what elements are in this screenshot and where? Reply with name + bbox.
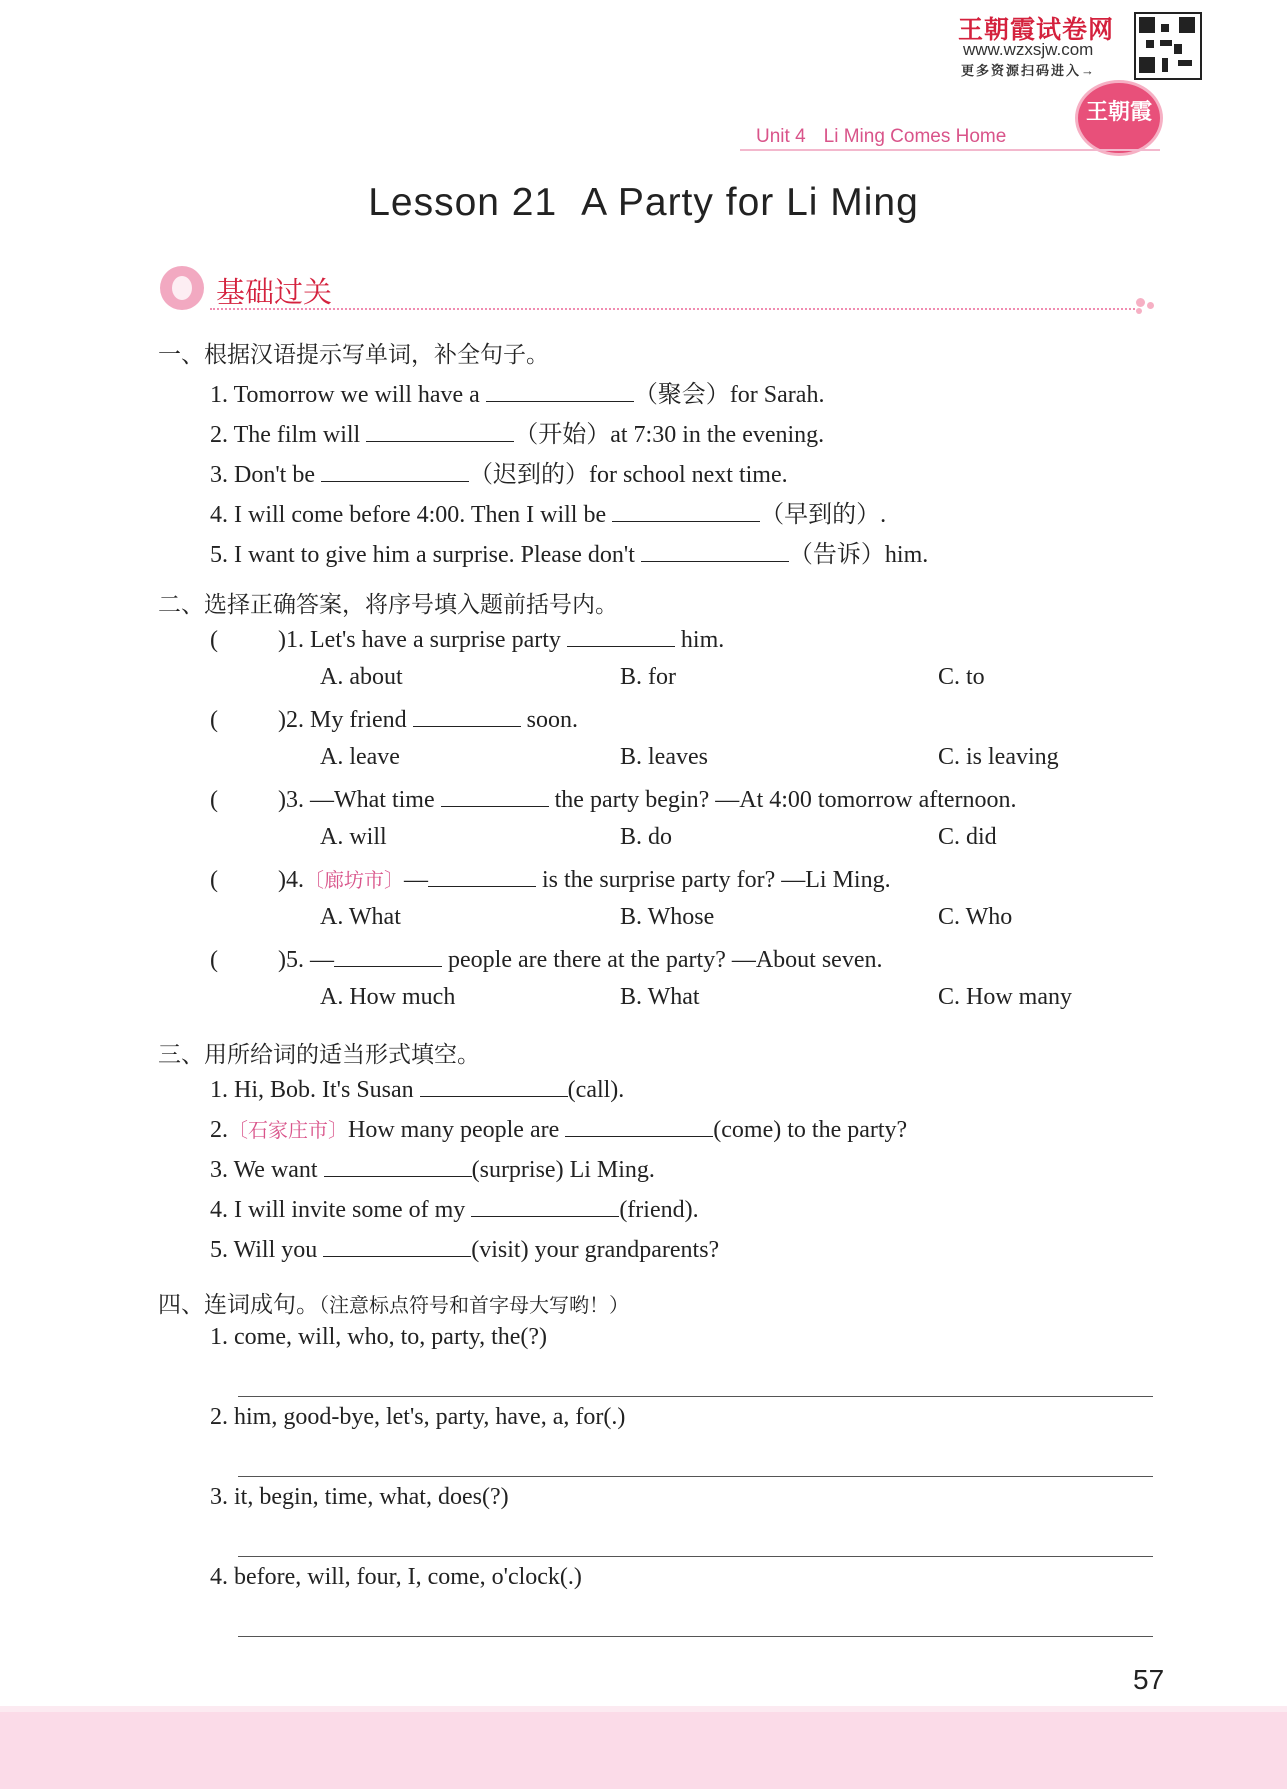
part4-item: 3. it, begin, time, what, does(?) xyxy=(210,1484,509,1510)
part3-item: 1. Hi, Bob. It's Susan (call). xyxy=(210,1074,624,1104)
part2-question: ( )3. —What time the party begin? —At 4:00 tomorrow afternoon. xyxy=(210,784,1017,814)
part1-item: 3. Don't be （迟到的）for school next time. xyxy=(210,460,788,488)
lesson-number: Lesson 21 xyxy=(368,181,558,224)
decor-dot-icon xyxy=(1136,298,1145,307)
part2-question: ( )2. My friend soon. xyxy=(210,704,578,734)
answer-blank[interactable] xyxy=(413,704,521,727)
brand-more-resources: 更多资源扫码进入→ xyxy=(961,63,1097,78)
unit-title: Li Ming Comes Home xyxy=(823,126,1007,147)
answer-blank[interactable] xyxy=(428,864,536,887)
part2-question: ( )1. Let's have a surprise party him. xyxy=(210,624,724,654)
option[interactable]: B. do xyxy=(620,824,673,850)
option[interactable]: A. What xyxy=(320,904,401,930)
part4-note: （注意标点符号和首字母大写哟！） xyxy=(319,1293,629,1317)
answer-blank[interactable] xyxy=(420,1074,568,1097)
qr-code-icon[interactable] xyxy=(1134,12,1202,80)
part4-title: 四、连词成句。（注意标点符号和首字母大写哟！） xyxy=(158,1292,629,1318)
part1-item: 4. I will come before 4:00. Then I will be （早到的）. xyxy=(210,500,887,528)
lesson-name: A Party for Li Ming xyxy=(581,181,919,224)
answer-line[interactable] xyxy=(238,1476,1153,1477)
answer-blank[interactable] xyxy=(324,1154,472,1177)
option[interactable]: C. did xyxy=(938,824,997,850)
part4-item: 4. before, will, four, I, come, o'clock(.) xyxy=(210,1564,582,1590)
part4-item: 2. him, good-bye, let's, party, have, a, for(.) xyxy=(210,1404,626,1430)
brand-url[interactable]: www.wzxsjw.com xyxy=(963,40,1094,59)
answer-blank[interactable] xyxy=(321,459,469,482)
answer-blank[interactable] xyxy=(565,1114,713,1137)
part3-title: 三、用所给词的适当形式填空。 xyxy=(158,1042,480,1068)
answer-blank[interactable] xyxy=(612,499,760,522)
answer-blank[interactable] xyxy=(441,784,549,807)
decor-dot-icon xyxy=(1147,302,1154,309)
answer-paren[interactable]: ( xyxy=(210,947,218,973)
answer-paren[interactable]: ( xyxy=(210,627,218,653)
answer-blank[interactable] xyxy=(366,419,514,442)
option[interactable]: B. What xyxy=(620,984,700,1010)
answer-blank[interactable] xyxy=(641,539,789,562)
answer-paren[interactable]: ( xyxy=(210,787,218,813)
part3-item: 2.〔石家庄市〕How many people are (come) to the party? xyxy=(210,1114,907,1144)
part3-item: 4. I will invite some of my (friend). xyxy=(210,1194,699,1224)
answer-paren[interactable]: ( xyxy=(210,867,218,893)
answer-blank[interactable] xyxy=(323,1234,471,1257)
answer-line[interactable] xyxy=(238,1636,1153,1637)
option[interactable]: C. is leaving xyxy=(938,744,1059,770)
lesson-title xyxy=(0,181,1287,225)
answer-line[interactable] xyxy=(238,1556,1153,1557)
brand-stamp-logo xyxy=(1075,80,1163,156)
unit-header xyxy=(756,126,1006,148)
option[interactable]: A. How much xyxy=(320,984,456,1010)
part1-item: 1. Tomorrow we will have a （聚会）for Sarah. xyxy=(210,380,825,408)
option[interactable]: A. will xyxy=(320,824,387,850)
answer-blank[interactable] xyxy=(567,624,675,647)
part3-item: 5. Will you (visit) your grandparents? xyxy=(210,1234,719,1264)
answer-line[interactable] xyxy=(238,1396,1153,1397)
header-divider xyxy=(740,149,1160,151)
part4-item: 1. come, will, who, to, party, the(?) xyxy=(210,1324,548,1350)
part1-title: 一、根据汉语提示写单词，补全句子。 xyxy=(158,342,549,368)
option[interactable]: C. to xyxy=(938,664,985,690)
option[interactable]: B. for xyxy=(620,664,676,690)
part2-question: ( )4.〔廊坊市〕— is the surprise party for? —Li Ming. xyxy=(210,864,891,894)
part3-item: 3. We want (surprise) Li Ming. xyxy=(210,1154,655,1184)
answer-paren[interactable]: ( xyxy=(210,707,218,733)
section-divider xyxy=(210,308,1135,310)
option[interactable]: C. How many xyxy=(938,984,1072,1010)
option[interactable]: C. Who xyxy=(938,904,1013,930)
unit-number: Unit 4 xyxy=(756,126,806,147)
answer-blank[interactable] xyxy=(334,944,442,967)
option[interactable]: B. Whose xyxy=(620,904,715,930)
stamp-text: 王朝霞 xyxy=(1085,99,1152,124)
part1-item: 5. I want to give him a surprise. Please don't （告诉）him. xyxy=(210,540,929,568)
option[interactable]: B. leaves xyxy=(620,744,708,770)
city-tag: 〔石家庄市〕 xyxy=(228,1118,348,1142)
section-heading: 基础过关 xyxy=(216,277,333,309)
answer-blank[interactable] xyxy=(471,1194,619,1217)
option[interactable]: A. leave xyxy=(320,744,400,770)
footer-band xyxy=(0,1712,1287,1789)
part2-question: ( )5. — people are there at the party? —About seven. xyxy=(210,944,882,974)
part1-item: 2. The film will （开始）at 7:30 in the evening. xyxy=(210,420,825,448)
city-tag: 〔廊坊市〕 xyxy=(304,868,404,892)
part2-title: 二、选择正确答案，将序号填入题前括号内。 xyxy=(158,592,618,618)
brand-title: 王朝霞试卷网 xyxy=(958,16,1115,44)
answer-blank[interactable] xyxy=(486,379,634,402)
page-number: 57 xyxy=(1133,1664,1165,1695)
section-badge-icon xyxy=(160,266,204,310)
option[interactable]: A. about xyxy=(320,664,403,690)
decor-dot-icon xyxy=(1136,308,1142,314)
